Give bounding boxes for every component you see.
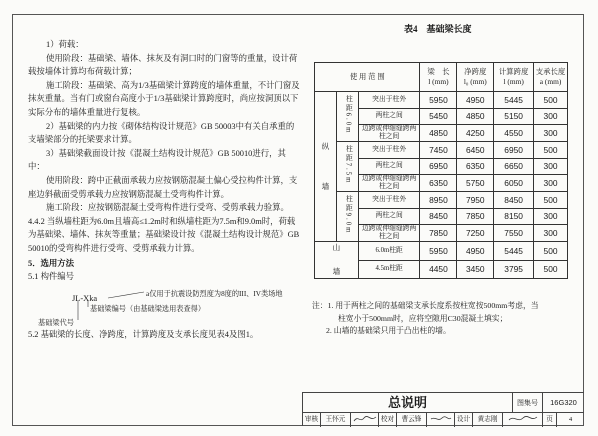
cell-length: 5950 bbox=[420, 92, 457, 109]
cell-net-span: 5750 bbox=[457, 175, 494, 192]
cell-support: 300 bbox=[534, 108, 568, 125]
note-1: 注：1. 用于两柱之间的基础梁支承长度系按柱宽按500mm考虑，当 bbox=[312, 301, 539, 310]
cell-calc-span: 8450 bbox=[494, 192, 534, 209]
check-label: 校对 bbox=[379, 413, 397, 427]
paragraph: 4.4.2 当纵墙柱距为6.0m且墙高≤1.2m时和纵墙柱距为7.5m和9.0m时，荷载为基础梁、墙体、抹灰等重量；基础梁设计按《混凝土结构设计规范》GB 50010的受弯构件进行受弯、受剪承载力计算。 bbox=[28, 216, 300, 253]
cell-length: 7850 bbox=[420, 225, 457, 242]
header-range: 使 用 范 围 bbox=[315, 63, 420, 92]
subsection-heading: 5.1 构件编号 bbox=[28, 272, 75, 282]
checker-signature bbox=[427, 413, 455, 427]
cell-net-span: 7850 bbox=[457, 208, 494, 225]
group-longitudinal-wall: 纵 墙 bbox=[315, 92, 337, 242]
atlas-no-label: 图集号 bbox=[513, 393, 543, 413]
cell-length: 8450 bbox=[420, 208, 457, 225]
atlas-no: 16G320 bbox=[543, 393, 584, 413]
cell-length: 8950 bbox=[420, 192, 457, 209]
row-desc: 两柱之间 bbox=[358, 208, 420, 225]
section-heading: 5．选用方法 bbox=[28, 258, 75, 268]
cell-net-span: 4950 bbox=[457, 242, 494, 261]
table-row bbox=[315, 242, 568, 261]
row-desc: 突出于柱外 bbox=[358, 142, 420, 159]
cell-length: 6950 bbox=[420, 158, 457, 175]
row-desc: 两柱之间 bbox=[358, 158, 420, 175]
cell-calc-span: 8150 bbox=[494, 208, 534, 225]
row-desc: 突出于柱外 bbox=[358, 92, 420, 109]
designer-name: 黄志刚 bbox=[473, 413, 503, 427]
row-desc: 突出于柱外 bbox=[358, 192, 420, 209]
cell-length: 4850 bbox=[420, 125, 457, 142]
span-6m: 柱距6.0m bbox=[336, 92, 358, 142]
page-number: 4 bbox=[568, 416, 573, 423]
span-7-5m: 柱距7.5m bbox=[336, 142, 358, 192]
code-note-type: 基础梁代号 bbox=[38, 318, 74, 327]
table-caption bbox=[308, 22, 570, 35]
row-desc: 边跨或伸缩缝跨两柱之间 bbox=[358, 125, 420, 142]
cell-support: 300 bbox=[534, 175, 568, 192]
cell-calc-span: 5445 bbox=[494, 242, 534, 261]
cell-net-span: 7950 bbox=[457, 192, 494, 209]
cell-support: 500 bbox=[534, 192, 568, 209]
cell-calc-span: 4550 bbox=[494, 125, 534, 142]
cell-length: 5950 bbox=[420, 242, 457, 261]
page-label: 页 bbox=[543, 413, 557, 427]
designer-signature bbox=[503, 413, 543, 427]
cell-calc-span: 6650 bbox=[494, 158, 534, 175]
header-calc-span: 计算跨度 l (mm) bbox=[494, 63, 534, 92]
cell-net-span: 7250 bbox=[457, 225, 494, 242]
code-note-number: 基础梁编号（由基础梁选用表查得） bbox=[90, 304, 206, 313]
row-desc: 6.0m柱距 bbox=[358, 242, 420, 261]
row-desc: 4.5m柱距 bbox=[358, 260, 420, 279]
title-block bbox=[302, 392, 584, 426]
design-label: 设计 bbox=[455, 413, 473, 427]
paragraph: 1）荷载： bbox=[46, 40, 84, 49]
paragraph: 使用阶段：跨中正截面承载力应按钢筋混凝土偏心受拉构件计算，支座边斜截面受剪承载力应按钢筋混凝土受弯构件计算。 bbox=[28, 175, 298, 199]
component-code-diagram bbox=[28, 286, 300, 326]
drawing-title: 总说明 bbox=[303, 393, 513, 413]
table-notes bbox=[312, 300, 574, 338]
checker-name: 曹云锋 bbox=[397, 413, 427, 427]
table-title: 表4 基础梁长度 bbox=[404, 24, 472, 34]
cell-support: 300 bbox=[534, 225, 568, 242]
cell-support: 500 bbox=[534, 92, 568, 109]
cell-length: 4450 bbox=[420, 260, 457, 279]
cell-support: 500 bbox=[534, 242, 568, 261]
cell-calc-span: 3795 bbox=[494, 260, 534, 279]
cell-net-span: 4950 bbox=[457, 92, 494, 109]
beam-length-table bbox=[314, 62, 568, 279]
code-note-a: a仅用于抗震设防烈度为8度的III、IV类场地 bbox=[146, 289, 283, 298]
header-length: 梁 长 l (mm) bbox=[420, 63, 457, 92]
cell-support: 300 bbox=[534, 158, 568, 175]
span-9m: 柱距9.0m bbox=[336, 192, 358, 242]
note-1-cont: 柱宽小于500mm时，应将空隙用C30混凝土填实； bbox=[338, 313, 508, 323]
cell-net-span: 4250 bbox=[457, 125, 494, 142]
paragraph: 2）基础梁的内力按《砌体结构设计规范》GB 50003中有关自承重的支墙梁部分的托梁要求计算。 bbox=[28, 121, 295, 145]
paragraph: 使用阶段：基础梁、墙体、抹灰及有洞口时的门窗等的重量，设计荷载按墙体计算均布荷载计算； bbox=[28, 53, 298, 77]
paragraph: 5.2 基础梁的长度、净跨度，计算跨度及支承长度见表4及图1。 bbox=[28, 329, 259, 339]
cell-calc-span: 7550 bbox=[494, 225, 534, 242]
cell-support: 300 bbox=[534, 208, 568, 225]
cell-calc-span: 6950 bbox=[494, 142, 534, 159]
cell-calc-span: 5445 bbox=[494, 92, 534, 109]
table-row bbox=[315, 92, 568, 109]
group-gable-wall: 山 墙 bbox=[315, 242, 359, 279]
reviewer-signature bbox=[351, 413, 379, 427]
cell-calc-span: 5150 bbox=[494, 108, 534, 125]
paragraph: 3）基础梁截面设计按《混凝土结构设计规范》GB 50010进行，其中： bbox=[28, 148, 286, 172]
reviewer-name: 王怀元 bbox=[321, 413, 351, 427]
cell-support: 500 bbox=[534, 142, 568, 159]
cell-net-span: 6350 bbox=[457, 158, 494, 175]
table-row bbox=[315, 192, 568, 209]
row-desc: 边跨或伸缩缝跨两柱之间 bbox=[358, 175, 420, 192]
paragraph: 施工阶段：应按钢筋混凝土受弯构件进行受弯、受剪承载力验算。 bbox=[46, 203, 289, 213]
cell-net-span: 3450 bbox=[457, 260, 494, 279]
table-header-row bbox=[315, 63, 568, 92]
table-row bbox=[315, 142, 568, 159]
row-desc: 边跨或伸缩缝跨两柱之间 bbox=[358, 225, 420, 242]
cell-support: 500 bbox=[534, 260, 568, 279]
paragraph: 施工阶段：基础梁、高为1/3基础梁计算跨度的墙体重量，不计门窗及抹灰重量。当有门或窗台高度小于1/3基础梁计算跨度时，尚应按洞顶以下实际分布的墙体重量进行复核。 bbox=[28, 80, 300, 117]
general-notes-text bbox=[28, 38, 300, 341]
cell-support: 300 bbox=[534, 125, 568, 142]
cell-length: 6350 bbox=[420, 175, 457, 192]
note-2: 2. 山墙的基础梁只用于凸出柱的墙。 bbox=[326, 326, 451, 336]
cell-net-span: 4850 bbox=[457, 108, 494, 125]
cell-calc-span: 6050 bbox=[494, 175, 534, 192]
cell-net-span: 6450 bbox=[457, 142, 494, 159]
header-net-span: 净跨度 l₀ (mm) bbox=[457, 63, 494, 92]
row-desc: 两柱之间 bbox=[358, 108, 420, 125]
review-label: 审核 bbox=[303, 413, 321, 427]
cell-length: 7450 bbox=[420, 142, 457, 159]
component-code: JL-Xka bbox=[72, 293, 98, 303]
header-support: 支承长度 a (mm) bbox=[534, 63, 568, 92]
cell-length: 5450 bbox=[420, 108, 457, 125]
signature-row bbox=[303, 413, 584, 427]
